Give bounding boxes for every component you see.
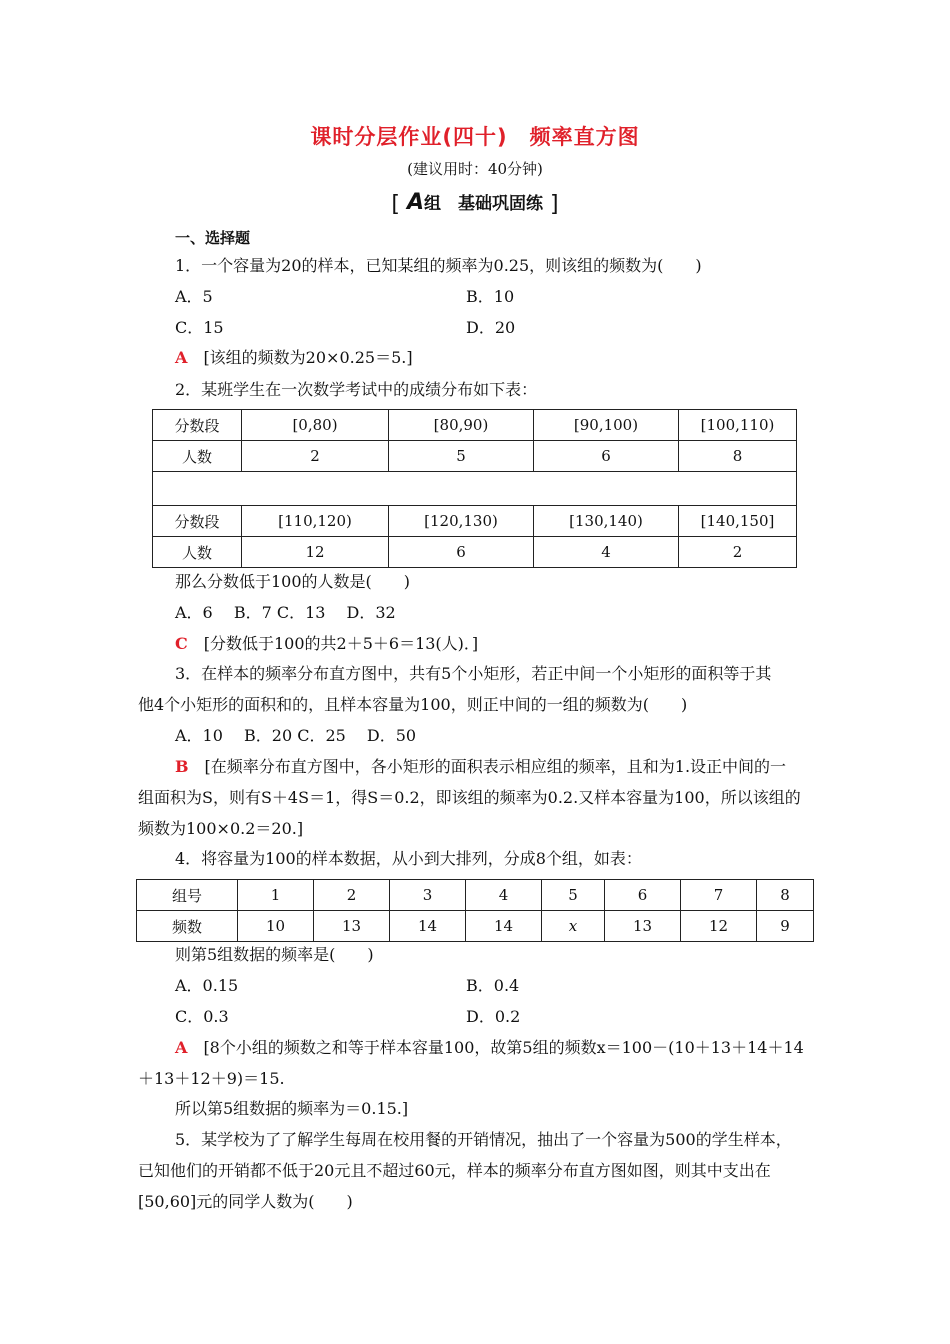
table-cell: 分数段 [153, 410, 242, 441]
q3-answer-line3: 频数为100×0.2＝20.] [138, 819, 304, 838]
q1-option-d: D．20 [466, 318, 516, 337]
table-row [137, 911, 814, 942]
table-cell: 4 [534, 537, 679, 568]
table-cell: 9 [757, 911, 814, 942]
q3-answer-line1: [在频率分布直方图中，各小矩形的面积表示相应组的频率，且和为1.设正中间的一 [204, 757, 787, 776]
group-label: 组 基础巩固练 [424, 194, 544, 214]
q4-option-d: D．0.2 [466, 1007, 521, 1026]
table-cell: 5 [542, 880, 605, 911]
table-cell: 2 [314, 880, 390, 911]
table-cell: [90,100) [534, 410, 679, 441]
table-cell: 7 [681, 880, 757, 911]
q2-answer-letter: C [175, 634, 188, 653]
table-cell: [100,110) [679, 410, 797, 441]
q4-answer-line2: ＋13＋12＋9)＝15. [138, 1069, 285, 1088]
time-suggestion: (建议用时：40分钟) [407, 160, 543, 178]
q1-option-c: C．15 [175, 318, 224, 337]
table-cell: 组号 [137, 880, 238, 911]
q4-group-table [136, 879, 814, 942]
table-cell: 12 [242, 537, 389, 568]
q4-answer-line1: [8个小组的频数之和等于样本容量100，故第5组的频数x＝100－(10＋13＋14＋14 [203, 1038, 804, 1057]
table-cell: 8 [757, 880, 814, 911]
q2-ask: 那么分数低于100的人数是( ) [175, 572, 411, 591]
q1-option-a: A．5 [175, 287, 213, 306]
table-row [153, 537, 797, 568]
table-cell: 14 [466, 911, 542, 942]
q4-stem: 4．将容量为100的样本数据，从小到大排列，分成8个组，如表： [175, 849, 642, 868]
group-letter: A [406, 190, 425, 215]
table-row [153, 410, 797, 441]
table-cell: [80,90) [389, 410, 534, 441]
q3-answer [175, 757, 786, 777]
q3-stem-line2: 他4个小矩形的面积和的，且样本容量为100，则正中间的一组的频数为( ) [138, 695, 688, 714]
q3-options: A．10 B．20 C．25 D．50 [175, 726, 417, 745]
q2-score-table [152, 409, 797, 568]
table-cell: 13 [314, 911, 390, 942]
q4-ask: 则第5组数据的频率是( ) [175, 945, 374, 964]
table-cell: x [542, 911, 605, 942]
table-cell: 6 [534, 441, 679, 472]
table-row [153, 506, 797, 537]
group-heading: [ A组 基础巩固练 ] [391, 190, 559, 217]
q1-answer [175, 348, 413, 368]
q4-answer [175, 1038, 804, 1058]
table-cell: 2 [242, 441, 389, 472]
q1-option-b: B．10 [466, 287, 515, 306]
table-cell: 人数 [153, 537, 242, 568]
table-cell: [120,130) [389, 506, 534, 537]
table-cell: 4 [466, 880, 542, 911]
table-cell: 2 [679, 537, 797, 568]
q5-stem-line1: 5．某学校为了了解学生每周在校用餐的开销情况，抽出了一个容量为500的学生样本， [175, 1130, 792, 1149]
q4-option-c: C．0.3 [175, 1007, 229, 1026]
table-cell: 频数 [137, 911, 238, 942]
table-cell: 3 [390, 880, 466, 911]
table-cell: 13 [605, 911, 681, 942]
table-cell: [130,140) [534, 506, 679, 537]
table-cell: 12 [681, 911, 757, 942]
table-cell: 分数段 [153, 506, 242, 537]
q5-stem-line2: 已知他们的开销都不低于20元且不超过60元，样本的频率分布直方图如图，则其中支出在 [138, 1161, 771, 1180]
table-cell: 1 [238, 880, 314, 911]
q1-answer-letter: A [175, 348, 188, 367]
table-cell: [0,80) [242, 410, 389, 441]
table-empty-row [153, 472, 797, 506]
table-cell: 8 [679, 441, 797, 472]
q3-answer-letter: B [175, 757, 189, 776]
table-cell: [110,120) [242, 506, 389, 537]
q3-answer-line2: 组面积为S，则有S＋4S＝1，得S＝0.2，即该组的频率为0.2.又样本容量为100，所以该组的 [138, 788, 801, 807]
table-cell: 5 [389, 441, 534, 472]
table-row [153, 472, 797, 506]
q5-stem-line3: [50,60]元的同学人数为( ) [138, 1192, 353, 1211]
q2-answer-text: [分数低于100的共2＋5＋6＝13(人)．] [203, 634, 479, 653]
q4-option-b: B．0.4 [466, 976, 520, 995]
q2-options: A．6 B．7 C．13 D．32 [175, 603, 396, 622]
q2-answer [175, 634, 478, 654]
section-heading: 一、选择题 [175, 229, 251, 247]
table-cell: 10 [238, 911, 314, 942]
table-cell: 6 [605, 880, 681, 911]
page-title: 课时分层作业(四十) 频率直方图 [310, 125, 640, 149]
table-cell: 14 [390, 911, 466, 942]
q2-stem: 2．某班学生在一次数学考试中的成绩分布如下表： [175, 380, 538, 399]
table-cell: 人数 [153, 441, 242, 472]
q1-answer-text: [该组的频数为20×0.25＝5.] [203, 348, 413, 367]
q3-stem-line1: 3．在样本的频率分布直方图中，共有5个小矩形，若正中间一个小矩形的面积等于其 [175, 664, 772, 683]
table-row [137, 880, 814, 911]
table-row [153, 441, 797, 472]
table-cell: 6 [389, 537, 534, 568]
q4-answer-line3: 所以第5组数据的频率为＝0.15.] [175, 1099, 409, 1118]
q4-answer-letter: A [175, 1038, 188, 1057]
q4-option-a: A．0.15 [175, 976, 239, 995]
q1-stem: 1．一个容量为20的样本，已知某组的频率为0.25，则该组的频数为( ) [175, 256, 702, 275]
table-cell: [140,150] [679, 506, 797, 537]
